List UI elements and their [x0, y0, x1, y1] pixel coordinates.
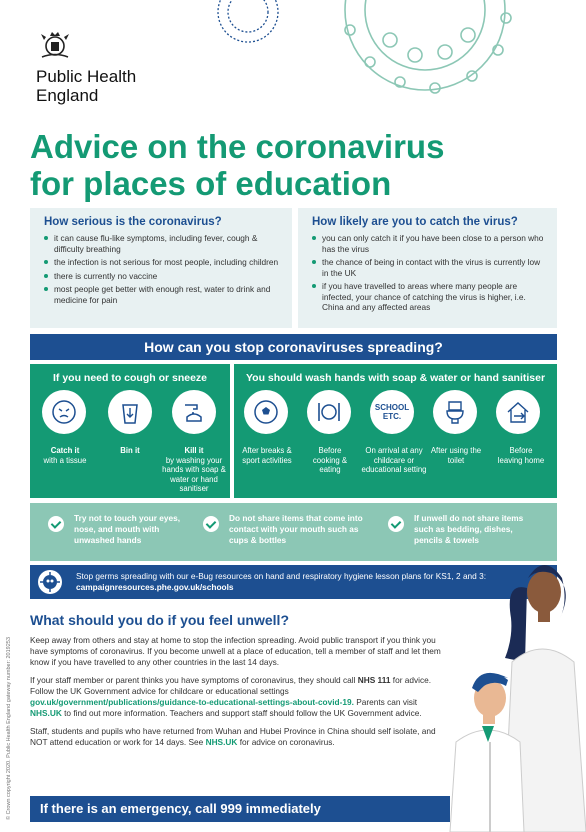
- gov-guidance-link[interactable]: gov.uk/government/publications/guidance-to-educational-settings-about-covid-19.: [30, 697, 354, 707]
- virus-illustration: [210, 0, 586, 100]
- phe-logo: [36, 30, 166, 105]
- caption-bold: Kill it: [184, 446, 204, 455]
- unwell-paragraph-3: [30, 726, 450, 748]
- unwell-section: [30, 612, 450, 755]
- bin-icon: [108, 390, 152, 434]
- wash-caption: On arrival at any childcare or educational setting: [361, 446, 427, 474]
- caption-bold: Catch it: [50, 446, 80, 455]
- caption-text: by washing your hands with soap & water or hand sanitiser: [162, 455, 226, 493]
- wash-caption: Before cooking & eating: [312, 446, 348, 474]
- check-icon: [48, 516, 64, 532]
- tissue-sneeze-icon: [42, 390, 86, 434]
- ebug-message: Stop germs spreading with our e-Bug resources on hand and respiratory hygiene lesson plans for KS1, 2 and 3:: [76, 571, 487, 581]
- emergency-banner: If there is an emergency, call 999 immediately: [30, 796, 450, 822]
- royal-crest-icon: [38, 30, 72, 60]
- org-name-line1: Public Health: [36, 67, 137, 86]
- tip-item: If unwell do not share items such as bedding, dishes, pencils & towels: [414, 513, 524, 545]
- school-label: SCHOOL ETC.: [374, 403, 410, 421]
- stop-heading: How can you stop coronaviruses spreading?: [30, 334, 557, 360]
- wash-hands-icon: [172, 390, 216, 434]
- wash-heading: You should wash hands with soap & water or hand sanitiser: [245, 372, 546, 384]
- copyright-label: © Crown copyright 2020. Public Health England gateway number: 2019253: [6, 637, 12, 820]
- unwell-heading: What should you do if you feel unwell?: [30, 612, 289, 628]
- people-illustration: [432, 548, 586, 832]
- title-line2: for places of education: [30, 165, 392, 202]
- serious-list: [44, 233, 280, 305]
- check-icon: [203, 516, 219, 532]
- check-icon: [388, 516, 404, 532]
- cutlery-icon: [307, 390, 351, 434]
- text: Staff, students and pupils who have returned from Wuhan and Hubei Province in China should self isolate, and NOT attend education or work for 14 days. See: [30, 726, 436, 747]
- list-item: it can cause flu-like symptoms, including fever, cough & difficulty breathing: [44, 233, 280, 254]
- cough-heading: If you need to cough or sneeze: [52, 372, 208, 384]
- list-item: the chance of being in contact with the virus is currently low in the UK: [312, 257, 545, 278]
- likely-box: [298, 208, 557, 328]
- unwell-paragraph-1: Keep away from others and stay at home to stop the infection spreading. Avoid public transport if you think you have symptoms of coronavirus. If you become unwell at a place of education, tell a member of staff and let them know if you have travelled to any other countries in the last 14 days.: [30, 635, 441, 667]
- text: for advice on coronavirus.: [239, 737, 335, 747]
- list-item: if you have travelled to areas where many people are infected, your chance of catching the virus is higher, i.e. China and any affected areas: [312, 281, 545, 313]
- list-item: you can only catch it if you have been close to a person who has the virus: [312, 233, 545, 254]
- caption-bold: Bin it: [120, 446, 140, 455]
- nhs-uk-link[interactable]: NHS.UK: [205, 737, 238, 747]
- text: If your staff member or parent thinks you have symptoms of coronavirus, they should call: [30, 675, 356, 685]
- caption-text: with a tissue: [43, 455, 87, 465]
- catch-it-caption: [36, 446, 94, 465]
- ebug-link[interactable]: campaignresources.phe.gov.uk/schools: [76, 582, 234, 592]
- wash-caption: Before leaving home: [497, 446, 545, 465]
- serious-box: [30, 208, 292, 328]
- likely-heading: How likely are you to catch the virus?: [312, 216, 518, 228]
- copyright-text: [6, 600, 16, 820]
- list-item: most people get better with enough rest, water to drink and medicine for pain: [44, 284, 280, 305]
- tip-item: Do not share items that come into contact with your mouth such as cups & bottles: [229, 513, 363, 545]
- unwell-paragraph-2: [30, 675, 450, 719]
- serious-heading: How serious is the coronavirus?: [44, 216, 222, 228]
- list-item: there is currently no vaccine: [44, 271, 280, 282]
- page-title: [30, 128, 500, 202]
- school-icon: [370, 390, 414, 434]
- bin-it-caption: [102, 446, 158, 456]
- text: to find out more information. Teachers and support staff should follow the UK Government advice.: [64, 708, 422, 718]
- likely-list: [312, 233, 545, 313]
- nhs-111-text: NHS 111: [357, 675, 391, 685]
- title-line1: Advice on the coronavirus: [30, 128, 445, 165]
- kill-it-caption: [160, 446, 228, 494]
- wash-caption: After breaks & sport activities: [242, 446, 292, 465]
- toilet-icon: [433, 390, 477, 434]
- football-icon: [244, 390, 288, 434]
- wash-caption: After using the toilet: [430, 446, 482, 465]
- tip-item: Try not to touch your eyes, nose, and mouth with unwashed hands: [74, 513, 181, 545]
- text: for advice. Follow the UK Government advice for childcare or educational settings: [30, 675, 432, 696]
- list-item: the infection is not serious for most people, including children: [44, 257, 280, 268]
- home-icon: [496, 390, 540, 434]
- germ-icon: [38, 570, 62, 594]
- org-name-line2: England: [36, 86, 99, 105]
- nhs-uk-link[interactable]: NHS.UK: [30, 708, 62, 718]
- text: Parents can visit: [356, 697, 418, 707]
